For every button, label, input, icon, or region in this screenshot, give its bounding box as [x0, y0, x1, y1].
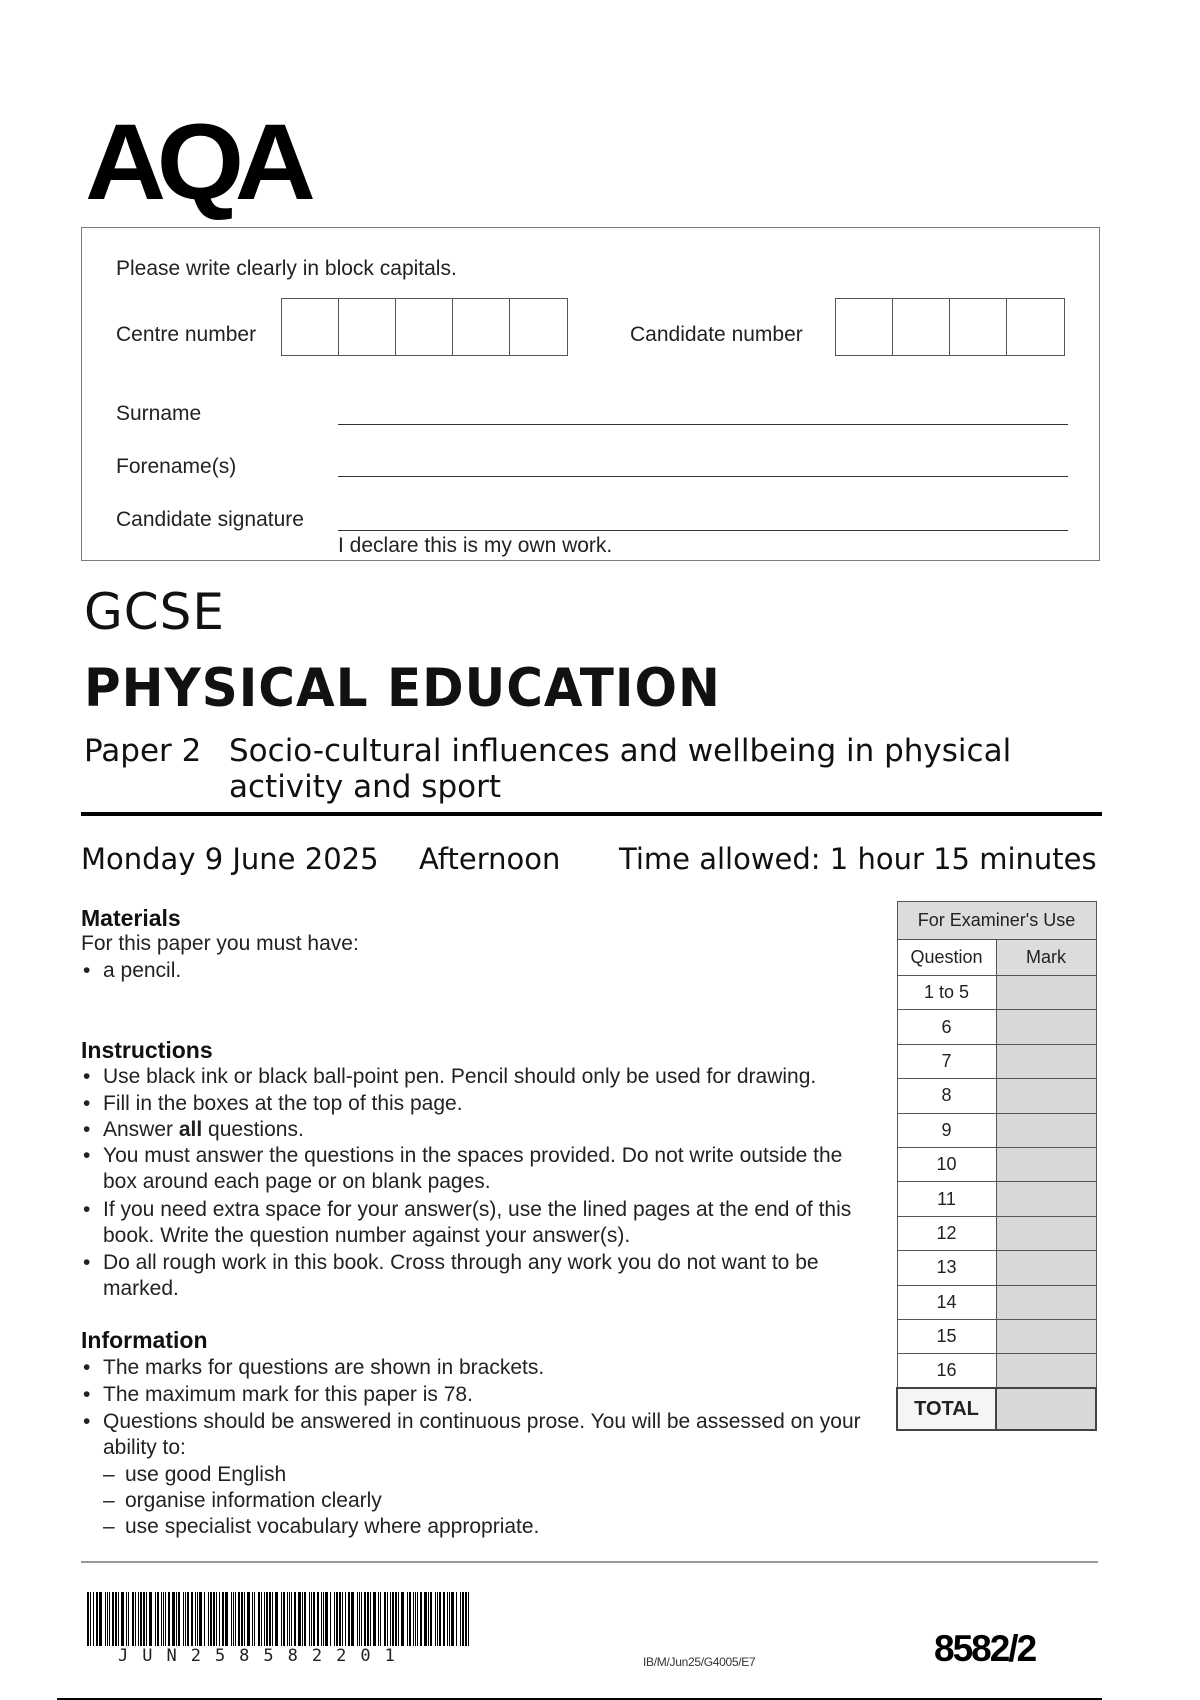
barcode — [87, 1592, 473, 1646]
question-cell: 1 to 5 — [897, 976, 996, 1010]
question-column-header: Question — [897, 940, 996, 976]
barcode-bar — [302, 1592, 303, 1646]
barcode-bar — [380, 1592, 381, 1646]
information-item: • Questions should be answered in continuous prose. You will be assessed on your ability to: — [81, 1409, 871, 1461]
barcode-bar — [417, 1592, 418, 1646]
barcode-bar — [275, 1592, 278, 1646]
barcode-number: JUN258582201 — [118, 1646, 409, 1666]
mark-cell — [996, 1319, 1096, 1353]
barcode-bar — [313, 1592, 315, 1646]
paper-code: 8582/2 — [934, 1628, 1036, 1669]
barcode-bar — [128, 1592, 129, 1646]
barcode-bar — [155, 1592, 156, 1646]
barcode-bar — [439, 1592, 441, 1646]
barcode-bar — [304, 1592, 306, 1646]
barcode-bar — [247, 1592, 250, 1646]
barcode-bar — [378, 1592, 379, 1646]
barcode-bar — [451, 1592, 454, 1646]
barcode-bar — [384, 1592, 386, 1646]
mark-cell — [996, 1147, 1096, 1181]
barcode-bar — [222, 1592, 224, 1646]
barcode-bar — [109, 1592, 110, 1646]
barcode-bar — [437, 1592, 438, 1646]
barcode-bar — [157, 1592, 159, 1646]
barcode-bar — [321, 1592, 322, 1646]
surname-label: Surname — [116, 402, 202, 425]
question-cell: 13 — [897, 1251, 996, 1285]
information-item: • The maximum mark for this paper is 78. — [81, 1382, 871, 1408]
instruction-item — [81, 1117, 871, 1143]
instructions-heading: Instructions — [81, 1037, 213, 1063]
barcode-bar — [132, 1592, 134, 1646]
barcode-bar — [359, 1592, 360, 1646]
aqa-logo: AQA — [85, 101, 307, 222]
barcode-bar — [235, 1592, 236, 1646]
barcode-bar — [465, 1592, 467, 1646]
barcode-bar — [449, 1592, 450, 1646]
information-item: • The marks for questions are shown in brackets. — [81, 1355, 871, 1381]
barcode-bar — [361, 1592, 362, 1646]
barcode-bar — [420, 1592, 422, 1646]
materials-item: • a pencil. — [81, 958, 871, 984]
question-cell: 15 — [897, 1319, 996, 1353]
barcode-bar — [96, 1592, 98, 1646]
barcode-bar — [291, 1592, 292, 1646]
barcode-bar — [298, 1592, 301, 1646]
barcode-bar — [370, 1592, 371, 1646]
barcode-bar — [99, 1592, 102, 1646]
answer-emphasis: all — [178, 1118, 203, 1141]
mark-cell — [996, 1285, 1096, 1319]
barcode-bar — [413, 1592, 414, 1646]
barcode-bar — [398, 1592, 399, 1646]
barcode-bar — [345, 1592, 346, 1646]
total-label: TOTAL — [897, 1388, 996, 1430]
barcode-bar — [447, 1592, 448, 1646]
barcode-bar — [468, 1592, 469, 1646]
barcode-bar — [121, 1592, 124, 1646]
barcode-bar — [456, 1592, 457, 1646]
candidate-number-label: Candidate number — [630, 323, 803, 346]
question-cell: 16 — [897, 1354, 996, 1388]
barcode-bar — [210, 1592, 212, 1646]
barcode-bar — [281, 1592, 282, 1646]
barcode-bar — [140, 1592, 142, 1646]
question-cell: 9 — [897, 1113, 996, 1147]
barcode-bar — [289, 1592, 290, 1646]
exam-subject: PHYSICAL EDUCATION — [84, 657, 721, 719]
paper-title: Socio-cultural influences and wellbeing in physical activity and sport — [229, 733, 1012, 805]
barcode-bar — [357, 1592, 358, 1646]
barcode-bar — [364, 1592, 366, 1646]
barcode-bar — [161, 1592, 162, 1646]
barcode-bar — [283, 1592, 285, 1646]
mark-cell — [996, 1182, 1096, 1216]
mark-cell — [996, 1044, 1096, 1078]
barcode-bar — [168, 1592, 170, 1646]
candidate-number-box[interactable] — [950, 299, 1007, 355]
barcode-bar — [258, 1592, 260, 1646]
barcode-bar — [199, 1592, 202, 1646]
barcode-bar — [231, 1592, 232, 1646]
barcode-bar — [112, 1592, 114, 1646]
barcode-bar — [191, 1592, 193, 1646]
barcode-bar — [387, 1592, 388, 1646]
centre-number-box[interactable] — [339, 299, 396, 355]
information-subitem: – organise information clearly — [103, 1488, 382, 1514]
candidate-number-box[interactable] — [893, 299, 950, 355]
barcode-bar — [135, 1592, 136, 1646]
mark-cell — [996, 1079, 1096, 1113]
barcode-bar — [187, 1592, 189, 1646]
centre-number-box[interactable] — [453, 299, 510, 355]
forename-label: Forename(s) — [116, 455, 237, 478]
barcode-bar — [395, 1592, 397, 1646]
answer-prefix: Answer — [103, 1118, 179, 1141]
barcode-bar — [208, 1592, 209, 1646]
barcode-bar — [87, 1592, 89, 1646]
barcode-bar — [401, 1592, 404, 1646]
barcode-bar — [336, 1592, 338, 1646]
barcode-bar — [424, 1592, 427, 1646]
examiner-use-table — [896, 901, 1097, 1431]
barcode-bar — [143, 1592, 145, 1646]
candidate-details-box — [81, 227, 1100, 561]
barcode-bar — [443, 1592, 445, 1646]
barcode-bar — [118, 1592, 119, 1646]
barcode-bar — [254, 1592, 255, 1646]
barcode-bar — [185, 1592, 186, 1646]
centre-number-label: Centre number — [116, 323, 257, 346]
barcode-bar — [392, 1592, 394, 1646]
barcode-bar — [183, 1592, 184, 1646]
instruction-item: • If you need extra space for your answer(s), use the lined pages at the end of this book. Write the question number against your answer(s). — [81, 1197, 871, 1249]
question-cell: 11 — [897, 1182, 996, 1216]
barcode-bar — [309, 1592, 310, 1646]
time-allowed: Time allowed: 1 hour 15 minutes — [619, 842, 1097, 876]
barcode-bar — [287, 1592, 288, 1646]
barcode-bar — [348, 1592, 350, 1646]
mark-cell — [996, 1113, 1096, 1147]
barcode-bar — [261, 1592, 262, 1646]
barcode-bar — [409, 1592, 411, 1646]
barcode-bar — [195, 1592, 196, 1646]
barcode-bar — [204, 1592, 205, 1646]
exam-level: GCSE — [84, 583, 225, 641]
barcode-bar — [415, 1592, 416, 1646]
question-cell: 10 — [897, 1147, 996, 1181]
title-divider — [81, 812, 1102, 816]
barcode-bar — [115, 1592, 117, 1646]
information-heading: Information — [81, 1327, 208, 1353]
barcode-bar — [107, 1592, 108, 1646]
barcode-bar — [216, 1592, 217, 1646]
barcode-bar — [197, 1592, 198, 1646]
signature-label: Candidate signature — [116, 508, 304, 531]
declaration-text: I declare this is my own work. — [338, 534, 613, 557]
barcode-bar — [367, 1592, 369, 1646]
barcode-bar — [238, 1592, 240, 1646]
barcode-bar — [339, 1592, 341, 1646]
barcode-bar — [244, 1592, 245, 1646]
question-cell: 12 — [897, 1216, 996, 1250]
paper-number: Paper 2 — [84, 733, 202, 769]
barcode-bar — [264, 1592, 265, 1646]
exam-session: Afternoon — [419, 842, 561, 876]
barcode-bar — [269, 1592, 271, 1646]
information-subitem: – use specialist vocabulary where appropriate. — [103, 1514, 539, 1540]
footer-divider — [81, 1561, 1098, 1563]
barcode-bar — [241, 1592, 243, 1646]
barcode-bar — [435, 1592, 436, 1646]
mark-cell — [996, 1216, 1096, 1250]
signature-field[interactable] — [338, 530, 1068, 531]
barcode-bar — [163, 1592, 164, 1646]
barcode-bar — [225, 1592, 228, 1646]
candidate-number-boxes[interactable] — [835, 298, 1065, 356]
question-cell: 8 — [897, 1079, 996, 1113]
barcode-bar — [165, 1592, 166, 1646]
materials-intro: For this paper you must have: — [81, 932, 359, 955]
barcode-bar — [373, 1592, 376, 1646]
barcode-bar — [93, 1592, 94, 1646]
total-mark-cell — [996, 1388, 1096, 1430]
barcode-bar — [428, 1592, 429, 1646]
barcode-bar — [460, 1592, 461, 1646]
barcode-bar — [323, 1592, 324, 1646]
barcode-bar — [317, 1592, 319, 1646]
mark-cell — [996, 1251, 1096, 1285]
mark-column-header: Mark — [996, 940, 1096, 976]
barcode-bar — [172, 1592, 175, 1646]
instruction-item: • Fill in the boxes at the top of this page. — [81, 1091, 871, 1117]
candidate-number-box[interactable] — [1007, 299, 1064, 355]
barcode-bar — [294, 1592, 296, 1646]
centre-number-box[interactable] — [282, 299, 339, 355]
barcode-bar — [311, 1592, 312, 1646]
examiner-table-title: For Examiner's Use — [897, 902, 1096, 940]
barcode-bar — [90, 1592, 91, 1646]
barcode-bar — [351, 1592, 354, 1646]
barcode-bar — [219, 1592, 220, 1646]
question-cell: 6 — [897, 1010, 996, 1044]
barcode-bar — [178, 1592, 180, 1646]
materials-heading: Materials — [81, 905, 181, 931]
question-cell: 14 — [897, 1285, 996, 1319]
block-capitals-instruction: Please write clearly in block capitals. — [116, 257, 457, 280]
barcode-bar — [407, 1592, 408, 1646]
barcode-bar — [252, 1592, 253, 1646]
barcode-bar — [334, 1592, 335, 1646]
barcode-bar — [266, 1592, 268, 1646]
surname-field[interactable] — [338, 424, 1068, 425]
barcode-bar — [342, 1592, 343, 1646]
exam-date: Monday 9 June 2025 — [81, 842, 379, 876]
barcode-bar — [138, 1592, 139, 1646]
barcode-bar — [146, 1592, 147, 1646]
document-reference: IB/M/Jun25/G4005/E7 — [643, 1655, 756, 1669]
barcode-bar — [462, 1592, 464, 1646]
barcode-bar — [233, 1592, 234, 1646]
barcode-bar — [390, 1592, 391, 1646]
information-subitem: – use good English — [103, 1462, 286, 1488]
instruction-item: • Do all rough work in this book. Cross through any work you do not want to be marked. — [81, 1250, 871, 1302]
question-cell: 7 — [897, 1044, 996, 1078]
instruction-item: • You must answer the questions in the spaces provided. Do not write outside the box around each page or on blank pages. — [81, 1143, 871, 1195]
instruction-item: • Use black ink or black ball-point pen. Pencil should only be used for drawing. — [81, 1064, 871, 1090]
mark-cell — [996, 976, 1096, 1010]
barcode-bar — [430, 1592, 432, 1646]
centre-number-boxes[interactable] — [281, 298, 568, 356]
candidate-number-box[interactable] — [836, 299, 893, 355]
barcode-bar — [330, 1592, 331, 1646]
barcode-bar — [213, 1592, 215, 1646]
barcode-bar — [325, 1592, 328, 1646]
centre-number-box[interactable] — [510, 299, 567, 355]
barcode-bar — [149, 1592, 152, 1646]
centre-number-box[interactable] — [396, 299, 453, 355]
barcode-bar — [105, 1592, 106, 1646]
mark-cell — [996, 1354, 1096, 1388]
barcode-bar — [272, 1592, 273, 1646]
answer-suffix: questions. — [202, 1118, 304, 1141]
barcode-bar — [176, 1592, 177, 1646]
barcode-bar — [126, 1592, 127, 1646]
forename-field[interactable] — [338, 476, 1068, 477]
mark-cell — [996, 1010, 1096, 1044]
